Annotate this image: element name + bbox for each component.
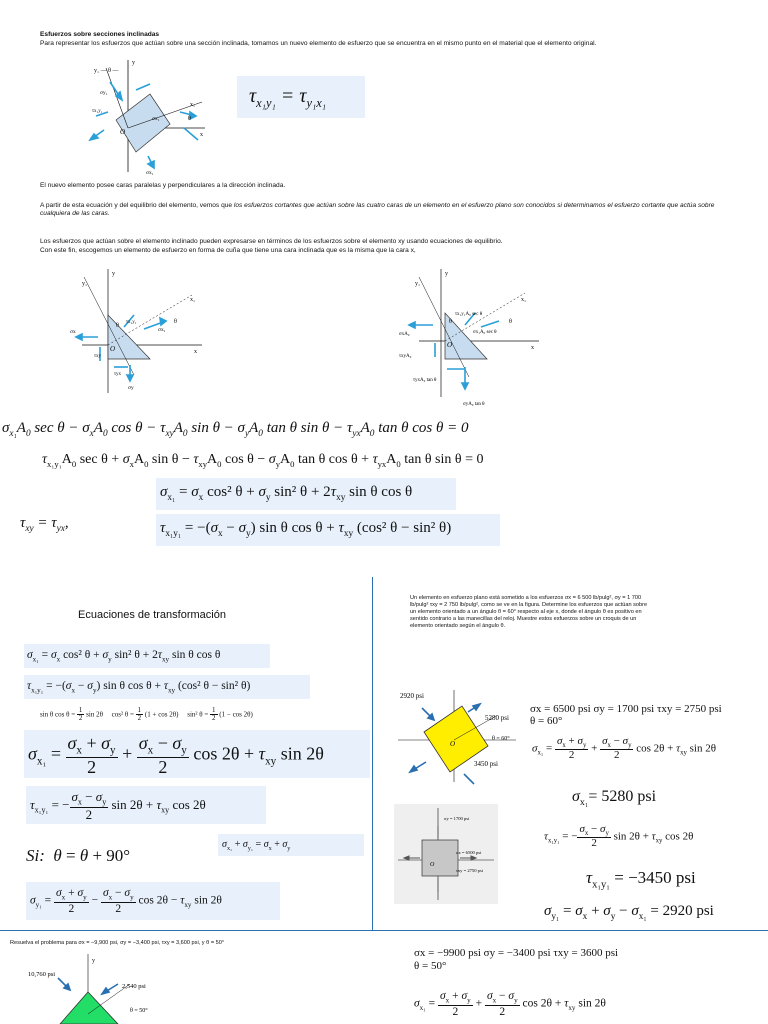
svg-text:y₁ — θ —: y₁ — θ — bbox=[94, 68, 119, 74]
note-wedge: Con este fin, escogemos un elemento de esfuerzo en forma de cuña que tiene una cara inclinada que es la misma que la cara x, bbox=[40, 247, 416, 254]
svg-text:O: O bbox=[120, 128, 126, 136]
problem1-sigma-y1-result: $\sigma_{y_1} = \sigma_x + \sigma_y - \sigma_{x_1} = 2920$ psi bbox=[544, 903, 714, 922]
section-title: Esfuerzos sobre secciones inclinadas bbox=[40, 31, 160, 38]
fig-label-f: σx = 6500 psi bbox=[456, 850, 482, 855]
tau-x1y1-box: $\tau_{x_1y_1} = -(\sigma_x - \sigma_y)$ sin θ $\cos \theta + \tau_{xy}$ (cos² θ − sin² θ) bbox=[156, 514, 500, 546]
fig-label-d: 3450 psi bbox=[474, 760, 498, 768]
svg-text:y₁: y₁ bbox=[82, 281, 88, 287]
note-shear-faces: A partir de esta ecuación y del equilibrio del elemento, vemos que los esfuerzos cortantes que actúan sobre las cuatro caras de un elemento en el esfuerzo plano son conocidos si determinamos el esfuerzo cortante que actúa sobre cualquiera de las caras. bbox=[40, 202, 715, 218]
fig-label-g: τxy = 2750 psi bbox=[456, 868, 484, 873]
problem1-tau-formula: $\tau_{x_1y_1}$ = − $\frac{\sigma_x - \sigma_y}{2}$ $\sin 2\theta + \tau_{xy}$ cos 2θ bbox=[544, 823, 694, 850]
shear-equality-box: $\tau_{x_1y_1} = \tau_{y_1x_1}$ bbox=[237, 76, 365, 118]
equilibrium-eq-y: $\tau_{x_1y_1}A_0$ $\sec \theta + \sigma_xA_0$ $\sin \theta - \tau_{xy}A_0$ $\cos \theta - \sigma_yA_0$ tan θ $\cos \theta + \tau_{yx}A_0$ tan θ sin θ = 0 bbox=[42, 452, 484, 469]
svg-text:τxyA₀: τxyA₀ bbox=[399, 354, 412, 359]
sigma-x1-box: $\sigma_{x_1} = \sigma_x$ cos² $\theta + \sigma_y$ sin² $\theta + 2\tau_{xy}$ sin θ cos θ bbox=[156, 478, 456, 510]
svg-text:O: O bbox=[450, 740, 456, 748]
note-equilibrium: Los esfuerzos que actúan sobre el elemento inclinado pueden expresarse en términos de los esfuerzos sobre el elemento xy usando ecuaciones de equilibrio. bbox=[40, 238, 503, 245]
svg-text:θ: θ bbox=[116, 323, 119, 329]
intro-text: Para representar los esfuerzos que actúan sobre una sección inclinada, tomamos un nuevo elemento de esfuerzo que se encuentra en el mismo punto en el material que el elemento original. bbox=[40, 40, 597, 47]
svg-text:x₁: x₁ bbox=[190, 102, 196, 108]
problem1-sigma-x1-result: $\sigma_{x_1}= 5280$ psi bbox=[572, 788, 657, 809]
svg-text:θ: θ bbox=[449, 319, 452, 325]
svg-text:x: x bbox=[531, 345, 534, 351]
svg-text:O: O bbox=[110, 345, 116, 353]
transform-sigma-y1: $\sigma_{y_1}$ = $\frac{\sigma_x + \sigma_y}{2}$ − $\frac{\sigma_x - \sigma_y}{2}$ $\cos 2\theta - \tau_{xy}$ sin 2θ bbox=[26, 882, 280, 920]
svg-text:σx₁A₀ sec θ: σx₁A₀ sec θ bbox=[473, 330, 497, 335]
svg-text:x: x bbox=[200, 132, 203, 138]
note-parallel-faces: El nuevo elemento posee caras paralelas y perpendiculares a la dirección inclinada. bbox=[40, 182, 286, 189]
theta-substitution: Si: θ = θ + 90° bbox=[26, 846, 131, 865]
fig-label-c: θ = 60° bbox=[492, 736, 510, 742]
svg-text:σx₁: σx₁ bbox=[158, 327, 166, 333]
svg-text:τx₁y₁: τx₁y₁ bbox=[126, 320, 137, 325]
svg-text:σy₁: σy₁ bbox=[100, 90, 108, 96]
problem1-givens: σx = 6500 psi σy = 1700 psi τxy = 2750 psi bbox=[530, 703, 722, 715]
svg-text:σx₁: σx₁ bbox=[146, 170, 154, 176]
svg-text:τxy: τxy bbox=[94, 354, 102, 359]
equilibrium-eq-x: $\sigma_{x_1}A_0$ $\sec \theta - \sigma_xA_0$ $\cos \theta - \tau_{xy}A_0$ $\sin \theta - \sigma_yA_0$ tan θ $\sin \theta - \tau_{yx}A_0$ tan θ cos θ = 0 bbox=[2, 420, 469, 439]
problem1-statement: Un elemento en esfuerzo plano está sometido a los esfuerzos σx = 6 500 lb/pulg², σy = 1 700 lb/pulg² τxy = 2 750 lb/pulg², como se ve en la figura. Determine los esfuerzos que actúan sobre un elemento orientado a un ángulo θ = 60° respecto al eje x, donde el ángulo θ es positivo en sentido contrario a las manecillas del reloj. Muestre estos esfuerzos sobre un croquis de un elemento orientado según el ángulo θ. bbox=[410, 595, 648, 629]
problem2-sigma-formula: $\sigma_{x_1}$ = $\frac{\sigma_x + \sigma_y}{2}$ + $\frac{\sigma_x - \sigma_y}{2}$ $\cos 2\theta + \tau_{xy}$ sin 2θ bbox=[414, 990, 606, 1018]
svg-text:σyA₀ tan θ: σyA₀ tan θ bbox=[463, 402, 485, 407]
svg-text:y: y bbox=[112, 271, 115, 277]
transform-tau-x1y1: $\tau_{x_1y_1} = -(\sigma_x - \sigma_y)$ sin θ $\cos \theta + \tau_{xy}$ (cos² θ − sin² θ) bbox=[24, 675, 310, 699]
problem2-rotated-element bbox=[22, 954, 182, 1024]
problem1-original-element bbox=[394, 804, 498, 904]
panel-divider-horizontal bbox=[0, 930, 768, 931]
shear-symmetry: $\tau_{xy} = \tau_{yx}$, bbox=[20, 515, 69, 534]
problem2-theta: θ = 50° bbox=[414, 960, 447, 972]
svg-text:σxA₀: σxA₀ bbox=[399, 332, 410, 337]
svg-text:y: y bbox=[92, 958, 95, 964]
svg-text:σy: σy bbox=[128, 385, 134, 391]
svg-text:y: y bbox=[132, 60, 135, 66]
transformation-title: Ecuaciones de transformación bbox=[78, 609, 226, 621]
transform-tau-double: $\tau_{x_1y_1}$ = − $\frac{\sigma_x - \sigma_y}{2}$ $\sin 2\theta + \tau_{xy}$ cos 2θ bbox=[26, 786, 266, 824]
stress-invariant: $\sigma_{x_1} + \sigma_{y_1} = \sigma_x + \sigma_y$ bbox=[218, 834, 364, 856]
svg-text:σx₁: σx₁ bbox=[152, 116, 160, 122]
svg-text:y₁: y₁ bbox=[415, 281, 421, 287]
svg-text:O: O bbox=[447, 341, 453, 349]
problem2-givens: σx = −9900 psi σy = −3400 psi τxy = 3600 psi bbox=[414, 947, 619, 959]
problem1-tau-result: $\tau_{x_1y_1} = -3450$ psi bbox=[586, 868, 696, 891]
fig-label-b: 5280 psi bbox=[485, 714, 509, 722]
svg-text:σx: σx bbox=[70, 329, 76, 335]
svg-text:θ: θ bbox=[174, 319, 177, 325]
inclined-element-figure bbox=[80, 56, 210, 178]
transform-sigma-x1-double: $\sigma_{x_1}$ = $\frac{\sigma_x + \sigma_y}{2}$ + $\frac{\sigma_x - \sigma_y}{2}$ $\cos 2\theta + \tau_{xy}$ sin 2θ bbox=[24, 730, 370, 778]
panel-divider-vertical bbox=[372, 577, 373, 930]
fig2-label-c: θ = 50° bbox=[130, 1008, 148, 1014]
svg-text:θ: θ bbox=[188, 116, 191, 122]
svg-text:x₁: x₁ bbox=[521, 297, 527, 303]
svg-text:x₁: x₁ bbox=[190, 297, 196, 303]
problem1-theta: θ = 60° bbox=[530, 715, 563, 727]
fig2-label-a: 10,760 psi bbox=[28, 971, 56, 978]
fig-label-a: 2920 psi bbox=[400, 692, 424, 700]
svg-text:τyxA₀ tan θ: τyxA₀ tan θ bbox=[413, 378, 437, 383]
svg-text:τx₁y₁A₀ sec θ: τx₁y₁A₀ sec θ bbox=[455, 312, 483, 317]
problem2-statement: Resuelva el problema para σx = −9,900 psi, σy = −3,400 psi, τxy = 3,600 psi, y θ = 50° bbox=[10, 940, 225, 946]
transform-sigma-x1: $\sigma_{x_1} = \sigma_x$ cos² $\theta + \sigma_y$ sin² $\theta + 2\tau_{xy}$ sin θ cos θ bbox=[24, 644, 270, 668]
problem1-sigma-formula: $\sigma_{x_1}$ = $\frac{\sigma_x + \sigma_y}{2}$ + $\frac{\sigma_x - \sigma_y}{2}$ $\cos 2\theta + \tau_{xy}$ sin 2θ bbox=[532, 735, 716, 762]
double-angle-identities: sin θ cos θ = $\frac{1}{2}$ sin 2θ cos² θ = $\frac{1}{2}$ (1 + cos 2θ) sin² θ = $\frac{1}{2}$ (1 − cos 2θ) bbox=[40, 706, 253, 723]
svg-text:θ: θ bbox=[509, 319, 512, 325]
svg-text:τyx: τyx bbox=[114, 372, 122, 377]
wedge-figure-stresses bbox=[62, 265, 212, 403]
fig-label-e: σy = 1700 psi bbox=[444, 816, 470, 821]
svg-text:x: x bbox=[194, 349, 197, 355]
wedge-figure-forces bbox=[395, 265, 545, 410]
svg-text:O: O bbox=[430, 862, 435, 868]
svg-text:y: y bbox=[445, 271, 448, 277]
fig2-label-b: 2,540 psi bbox=[122, 983, 146, 990]
problem1-rotated-element bbox=[398, 690, 518, 790]
svg-text:τx₁y₁: τx₁y₁ bbox=[92, 109, 103, 114]
